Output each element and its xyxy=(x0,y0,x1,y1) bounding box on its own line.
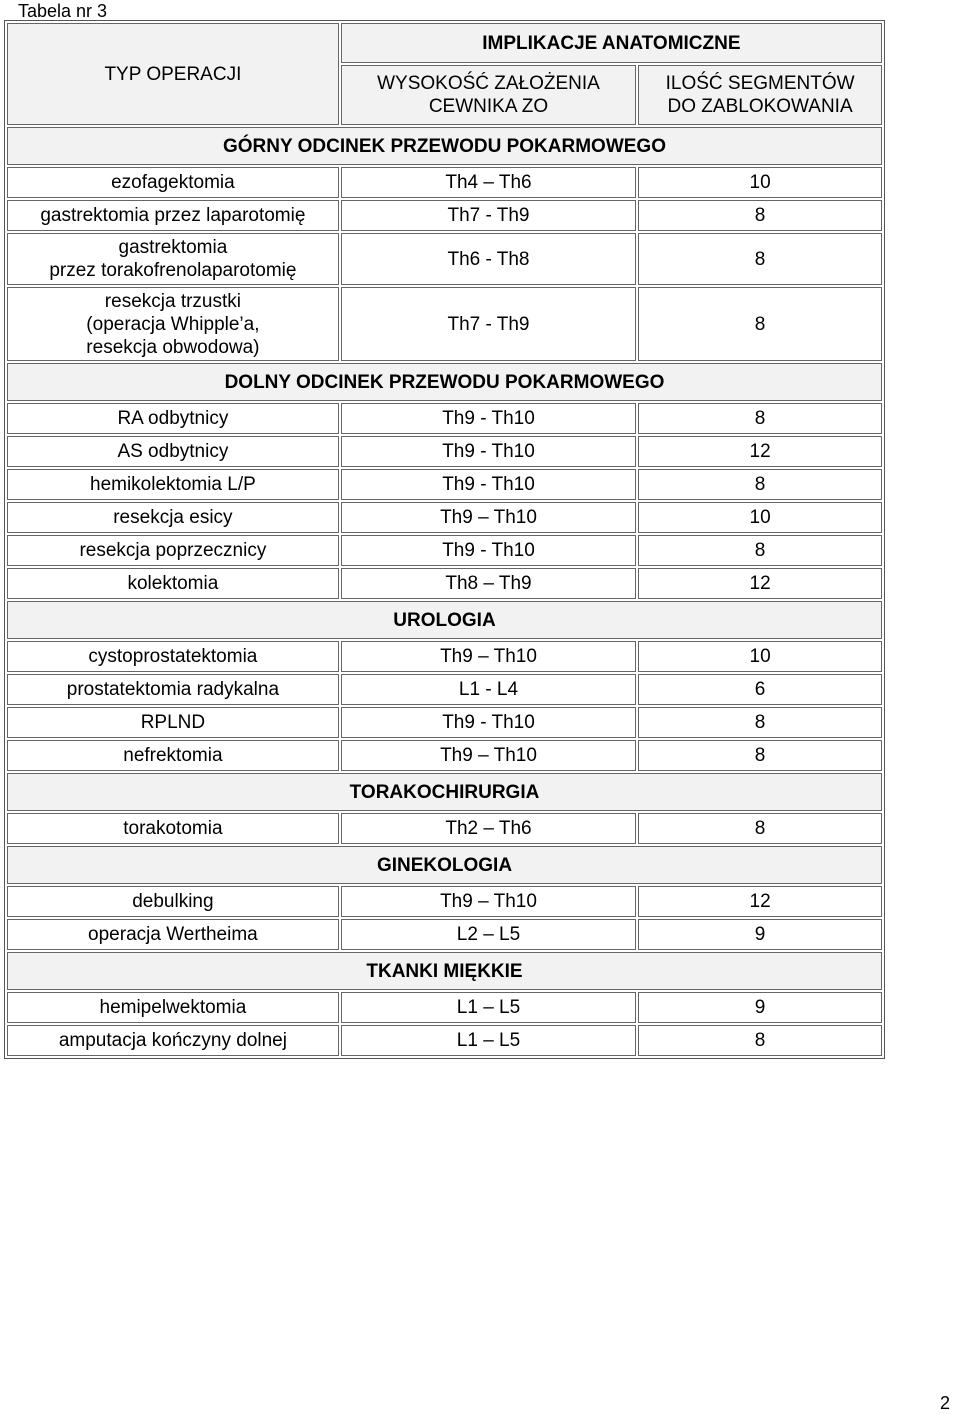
level-cell: L1 – L5 xyxy=(341,1025,636,1056)
level-cell: Th9 - Th10 xyxy=(341,707,636,738)
operation-cell: resekcja esicy xyxy=(7,502,339,533)
operation-cell: RPLND xyxy=(7,707,339,738)
table-row xyxy=(7,436,882,467)
operation-cell: operacja Wertheima xyxy=(7,919,339,950)
segments-cell: 6 xyxy=(638,674,882,705)
operation-cell: prostatektomia radykalna xyxy=(7,674,339,705)
level-cell: L1 - L4 xyxy=(341,674,636,705)
segments-cell: 12 xyxy=(638,886,882,917)
level-cell: Th9 - Th10 xyxy=(341,469,636,500)
segments-cell: 10 xyxy=(638,641,882,672)
table-row xyxy=(7,535,882,566)
level-cell: Th9 – Th10 xyxy=(341,740,636,771)
level-cell: Th7 - Th9 xyxy=(341,287,636,361)
table-row xyxy=(7,502,882,533)
operation-cell: amputacja kończyny dolnej xyxy=(7,1025,339,1056)
segments-cell: 8 xyxy=(638,813,882,844)
level-cell: L2 – L5 xyxy=(341,919,636,950)
level-cell: Th9 – Th10 xyxy=(341,641,636,672)
section-title-thoracic-surgery: TORAKOCHIRURGIA xyxy=(7,773,882,811)
table-row xyxy=(7,568,882,599)
level-cell: Th2 – Th6 xyxy=(341,813,636,844)
table-row xyxy=(7,403,882,434)
segments-cell: 8 xyxy=(638,707,882,738)
section-title-urology: UROLOGIA xyxy=(7,601,882,639)
operation-cell: gastrektomia przez torakofrenolaparotomię xyxy=(7,233,339,285)
table-row xyxy=(7,813,882,844)
level-cell: Th9 - Th10 xyxy=(341,436,636,467)
operation-cell: kolektomia xyxy=(7,568,339,599)
segments-cell: 8 xyxy=(638,403,882,434)
table-row xyxy=(7,707,882,738)
table-row xyxy=(7,469,882,500)
level-cell: Th6 - Th8 xyxy=(341,233,636,285)
section-title-lower-gi: DOLNY ODCINEK PRZEWODU POKARMOWEGO xyxy=(7,363,882,401)
operation-cell: debulking xyxy=(7,886,339,917)
segments-cell: 12 xyxy=(638,568,882,599)
segments-cell: 10 xyxy=(638,502,882,533)
segments-cell: 8 xyxy=(638,1025,882,1056)
segments-cell: 10 xyxy=(638,167,882,198)
operation-cell: resekcja trzustki (operacja Whipple’a, resekcja obwodowa) xyxy=(7,287,339,361)
segments-cell: 12 xyxy=(638,436,882,467)
operation-cell: resekcja poprzecznicy xyxy=(7,535,339,566)
operation-cell: gastrektomia przez laparotomię xyxy=(7,200,339,231)
level-cell: Th9 – Th10 xyxy=(341,502,636,533)
table-row xyxy=(7,886,882,917)
operation-cell: AS odbytnicy xyxy=(7,436,339,467)
segments-cell: 9 xyxy=(638,992,882,1023)
table-row xyxy=(7,287,882,361)
level-cell: Th9 – Th10 xyxy=(341,886,636,917)
table-row xyxy=(7,200,882,231)
level-cell: Th9 - Th10 xyxy=(341,403,636,434)
segments-cell: 8 xyxy=(638,287,882,361)
level-cell: Th8 – Th9 xyxy=(341,568,636,599)
level-cell: L1 – L5 xyxy=(341,992,636,1023)
table-row xyxy=(7,919,882,950)
level-cell: Th4 – Th6 xyxy=(341,167,636,198)
header-catheter-level: WYSOKOŚĆ ZAŁOŻENIA CEWNIKA ZO xyxy=(341,65,636,125)
segments-cell: 8 xyxy=(638,740,882,771)
level-cell: Th7 - Th9 xyxy=(341,200,636,231)
section-title-upper-gi: GÓRNY ODCINEK PRZEWODU POKARMOWEGO xyxy=(7,127,882,165)
anatomical-implications-table xyxy=(4,20,885,1059)
operation-cell: nefrektomia xyxy=(7,740,339,771)
operation-cell: hemikolektomia L/P xyxy=(7,469,339,500)
section-title-soft-tissue: TKANKI MIĘKKIE xyxy=(7,952,882,990)
segments-cell: 8 xyxy=(638,233,882,285)
table-row xyxy=(7,740,882,771)
table-row xyxy=(7,674,882,705)
level-cell: Th9 - Th10 xyxy=(341,535,636,566)
operation-cell: hemipelwektomia xyxy=(7,992,339,1023)
operation-cell: cystoprostatektomia xyxy=(7,641,339,672)
operation-cell: ezofagektomia xyxy=(7,167,339,198)
operation-cell: RA odbytnicy xyxy=(7,403,339,434)
table-row xyxy=(7,233,882,285)
page-number: 2 xyxy=(939,1393,950,1413)
header-segments: ILOŚĆ SEGMENTÓW DO ZABLOKOWANIA xyxy=(638,65,882,125)
segments-cell: 8 xyxy=(638,469,882,500)
table-row xyxy=(7,167,882,198)
table-row xyxy=(7,641,882,672)
segments-cell: 8 xyxy=(638,200,882,231)
section-title-gynecology: GINEKOLOGIA xyxy=(7,846,882,884)
header-title: IMPLIKACJE ANATOMICZNE xyxy=(341,23,882,63)
header-operation-type: TYP OPERACJI xyxy=(7,23,339,125)
table-row xyxy=(7,992,882,1023)
table-row xyxy=(7,1025,882,1056)
table-caption: Tabela nr 3 xyxy=(18,1,108,21)
segments-cell: 9 xyxy=(638,919,882,950)
operation-cell: torakotomia xyxy=(7,813,339,844)
segments-cell: 8 xyxy=(638,535,882,566)
